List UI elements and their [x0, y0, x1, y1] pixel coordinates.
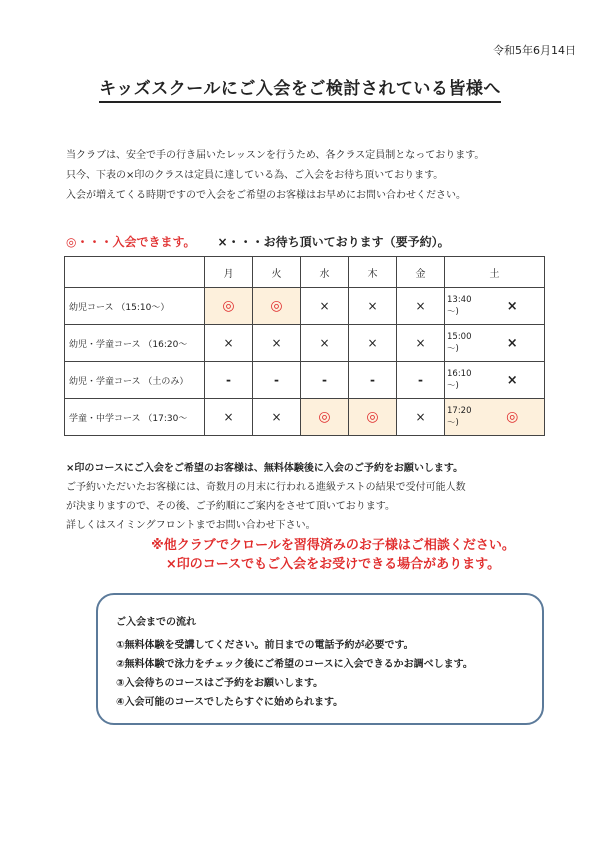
legend-wait: ×・・・お待ち頂いております（要予約）。 [217, 235, 450, 249]
slot-cell: × [205, 399, 253, 436]
red-note-line: ×印のコースでもご入会をお受けできる場合があります。 [165, 557, 501, 572]
slot-cell: × [205, 325, 253, 362]
saturday-slot: ◎ [481, 399, 545, 436]
table-row [65, 362, 545, 399]
slot-cell: × [349, 325, 397, 362]
slot-cell: - [205, 362, 253, 399]
page-title [0, 74, 600, 99]
slot-cell: - [397, 362, 445, 399]
slot-cell: ◎ [301, 399, 349, 436]
schedule-table [64, 256, 545, 436]
table-row [65, 325, 545, 362]
intro-text [66, 146, 484, 206]
flow-step: ④入会可能のコースでしたらすぐに始められます。 [116, 697, 344, 708]
slot-cell: × [397, 288, 445, 325]
slot-cell: - [253, 362, 301, 399]
slot-cell: × [397, 399, 445, 436]
flow-heading: ご入会までの流れ [116, 617, 196, 628]
header-day: 水 [301, 257, 349, 288]
note-line: ご予約いただいたお客様には、奇数月の月末に行われる進級テストの結果で受付可能人数 [66, 482, 466, 493]
slot-cell: × [301, 288, 349, 325]
saturday-time: 13:40～) [445, 288, 481, 325]
legend-ok: ◎・・・入会できます。 [66, 235, 196, 249]
saturday-time: 15:00～) [445, 325, 481, 362]
flow-step: ①無料体験を受講してください。前日までの電話予約が必要です。 [116, 640, 414, 651]
table-header-row [65, 257, 545, 288]
flow-step: ③入会待ちのコースはご予約をお願いします。 [116, 678, 324, 689]
header-day: 土 [445, 257, 545, 288]
course-name: 幼児コース （15:10～） [65, 288, 205, 325]
slot-cell: ◎ [205, 288, 253, 325]
intro-line: 当クラブは、安全で手の行き届いたレッスンを行うため、各クラス定員制となっております。 [66, 150, 485, 161]
note-line: 詳しくはスイミングフロントまでお問い合わせ下さい。 [66, 520, 316, 531]
saturday-slot: × [481, 362, 545, 399]
header-day: 月 [205, 257, 253, 288]
course-name: 幼児・学童コース （16:20～ [65, 325, 205, 362]
note-line: が決まりますので、その後、ご予約順にご案内をさせて頂いております。 [66, 501, 395, 512]
intro-line: 只今、下表の×印のクラスは定員に達している為、ご入会をお待ち頂いております。 [66, 170, 444, 181]
legend [66, 233, 450, 250]
slot-cell: ◎ [349, 399, 397, 436]
red-notes [0, 536, 600, 574]
course-name: 学童・中学コース （17:30～ [65, 399, 205, 436]
slot-cell: - [349, 362, 397, 399]
saturday-time: 17:20～) [445, 399, 481, 436]
saturday-slot: × [481, 288, 545, 325]
table-row [65, 399, 545, 436]
notes [66, 459, 466, 535]
slot-cell: × [253, 399, 301, 436]
saturday-slot: × [481, 325, 545, 362]
slot-cell: - [301, 362, 349, 399]
flow-step: ②無料体験で泳力をチェック後にご希望のコースに入会できるかお調べします。 [116, 659, 473, 670]
page-title-text: キッズスクールにご入会をご検討されている皆様へ [99, 79, 501, 103]
document-date: 令和5年6月14日 [493, 44, 576, 57]
enrollment-flow-box [96, 593, 544, 725]
course-name: 幼児・学童コース （土のみ） [65, 362, 205, 399]
slot-cell: ◎ [253, 288, 301, 325]
saturday-time: 16:10～) [445, 362, 481, 399]
slot-cell: × [253, 325, 301, 362]
header-day: 金 [397, 257, 445, 288]
table-row [65, 288, 545, 325]
note-line: ×印のコースにご入会をご希望のお客様は、無料体験後に入会のご予約をお願いします。 [66, 463, 464, 474]
slot-cell: × [397, 325, 445, 362]
slot-cell: × [349, 288, 397, 325]
header-course [65, 257, 205, 288]
red-note-line: ※他クラブでクロールを習得済みのお子様はご相談ください。 [151, 538, 515, 553]
slot-cell: × [301, 325, 349, 362]
intro-line: 入会が増えてくる時期ですので入会をご希望のお客様はお早めにお問い合わせください。 [66, 190, 466, 201]
header-day: 火 [253, 257, 301, 288]
header-day: 木 [349, 257, 397, 288]
